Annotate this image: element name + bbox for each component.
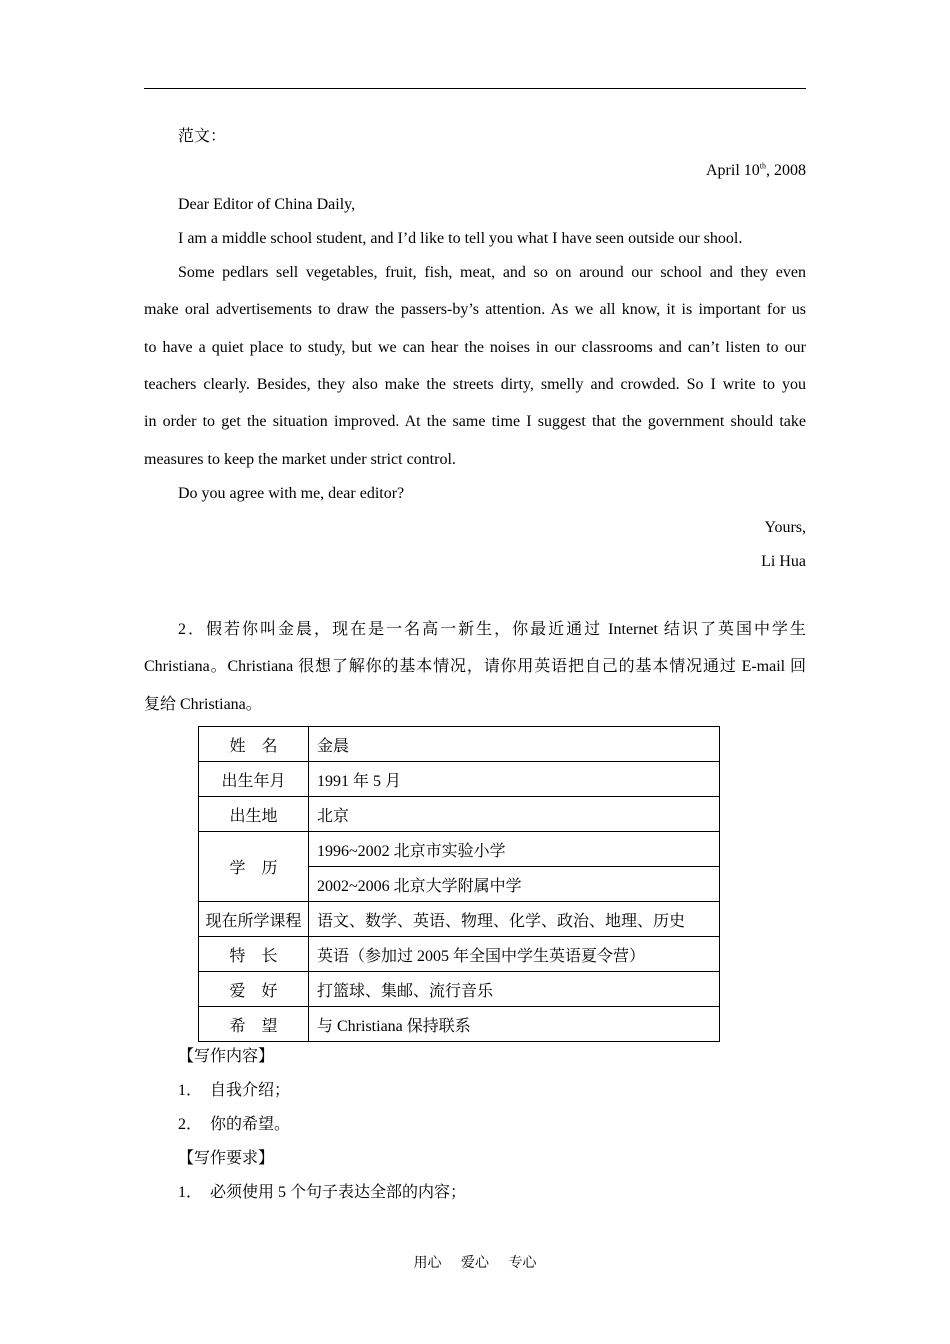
task2-line: Christiana。Christiana 很想了解你的基本情况，请你用英语把自己的基本情况通过 E-mail 回 [144, 658, 806, 675]
table-key-education: 学 历 [199, 832, 309, 902]
letter-paragraph-2-line: make oral advertisements to draw the passers-by’s attention. As we all know, it is important for us [144, 301, 806, 318]
content-heading: 【写作内容】 [178, 1048, 275, 1065]
table-row [199, 937, 720, 972]
info-table [198, 726, 720, 1042]
footer-text: 爱心 [461, 1256, 489, 1271]
table-row [199, 762, 720, 797]
table-value-hobby: 打篮球、集邮、流行音乐 [309, 972, 720, 1007]
page-footer [0, 1252, 950, 1272]
content-item: 2． 你的希望。 [178, 1116, 291, 1133]
footer-text: 用心 [413, 1256, 442, 1271]
table-value-birth: 1991 年 5 月 [309, 762, 720, 797]
table-key-skill: 特 长 [199, 937, 309, 972]
table-key-hope: 希 望 [199, 1007, 309, 1042]
table-key-name: 姓 名 [199, 727, 309, 762]
letter-paragraph-2-line: to have a quiet place to study, but we can hear the noises in our classrooms and can’t listen to our [144, 339, 806, 356]
date-suffix: th [759, 161, 766, 171]
table-row [199, 727, 720, 762]
table-key-place: 出生地 [199, 797, 309, 832]
table-value-place: 北京 [309, 797, 720, 832]
header-rule [144, 88, 806, 89]
letter-paragraph-2-line: measures to keep the market under strict control. [144, 451, 456, 468]
requirement-heading: 【写作要求】 [178, 1150, 275, 1167]
table-row [199, 902, 720, 937]
table-row [199, 972, 720, 1007]
content-item: 1． 自我介绍； [178, 1082, 291, 1099]
table-value-courses: 语文、数学、英语、物理、化学、政治、地理、历史 [309, 902, 720, 937]
letter-paragraph-2-line: teachers clearly. Besides, they also make the streets dirty, smelly and crowded. So I write to you [144, 376, 806, 393]
table-row [199, 797, 720, 832]
requirement-item: 1． 必须使用 5 个句子表达全部的内容； [178, 1184, 467, 1201]
letter-date [144, 161, 806, 181]
date-year: , 2008 [766, 162, 806, 179]
letter-signature: Li Hua [761, 553, 806, 570]
letter-paragraph-2-line: in order to get the situation improved. At the same time I suggest that the government should take [144, 413, 806, 430]
table-value-education-1: 1996~2002 北京市实验小学 [309, 832, 720, 867]
table-value-education-2: 2002~2006 北京大学附属中学 [309, 867, 720, 902]
footer-text: 专心 [508, 1256, 537, 1271]
table-row [199, 1007, 720, 1042]
letter-closing: Yours, [764, 519, 806, 536]
table-value-skill: 英语（参加过 2005 年全国中学生英语夏令营） [309, 937, 720, 972]
sample-label: 范文： [178, 128, 227, 145]
table-key-birth: 出生年月 [199, 762, 309, 797]
table-key-hobby: 爱 好 [199, 972, 309, 1007]
letter-question: Do you agree with me, dear editor? [178, 485, 405, 502]
table-value-hope: 与 Christiana 保持联系 [309, 1007, 720, 1042]
letter-paragraph-2-line: Some pedlars sell vegetables, fruit, fish, meat, and so on around our school and they even [178, 264, 806, 281]
letter-paragraph-1: I am a middle school student, and I’d like to tell you what I have seen outside our shool. [178, 230, 743, 247]
letter-salutation: Dear Editor of China Daily, [178, 196, 356, 213]
date-main: April 10 [705, 162, 760, 179]
table-value-name: 金晨 [309, 727, 720, 762]
task2-line: 2．假若你叫金晨，现在是一名高一新生，你最近通过 Internet 结识了英国中学生 [178, 621, 806, 638]
task2-line: 复给 Christiana。 [144, 696, 262, 713]
table-row [199, 832, 720, 867]
table-key-courses: 现在所学课程 [199, 902, 309, 937]
